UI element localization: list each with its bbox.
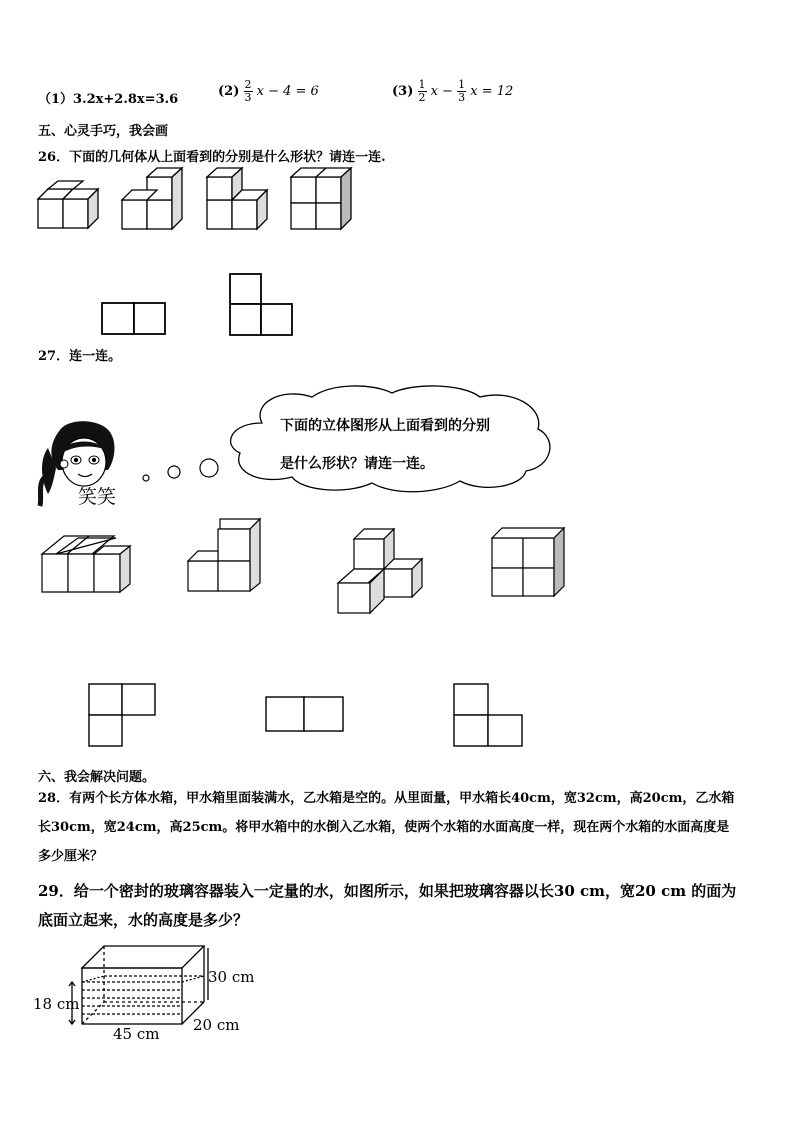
question-27-text: 27．连一连。 [38, 349, 122, 364]
question-29-line-2: 底面立起来，水的高度是多少？ [38, 911, 249, 929]
equation-3 [392, 79, 513, 104]
q26-solid-3 [207, 168, 271, 232]
thought-cloud-line-1: 下面的立体图形从上面看到的分别 [280, 418, 490, 434]
question-29-line-1: 29．给一个密封的玻璃容器装入一定量的水，如图所示，如果把玻璃容器以长30 cm，宽20 cm 的面为 [38, 882, 737, 900]
question-28-line-3: 多少厘米？ [38, 849, 104, 864]
q27-solid-2 [188, 519, 264, 593]
equation-1: （1）3.2x+2.8x=3.6 [38, 92, 179, 107]
q26-solid-4 [291, 168, 355, 232]
question-28-line-2: 长30cm，宽24cm，高25cm。将甲水箱中的水倒入乙水箱，使两个水箱的水面高度一样，现在两个水箱的水面高度是 [38, 820, 730, 835]
fraction-numerator: 1 [458, 78, 466, 91]
fraction-denominator: 3 [244, 91, 252, 105]
question-29-text [38, 877, 762, 935]
q27-topview-3 [453, 683, 525, 749]
section-6-heading: 六、我会解决问题。 [38, 770, 156, 785]
thought-cloud-line-2: 是什么形状？请连一连。 [280, 456, 434, 472]
equation-2-rest: x − 4 = 6 [256, 84, 319, 100]
fraction-1-3 [457, 79, 466, 104]
q27-solid-4 [492, 528, 568, 598]
question-26-text: 26．下面的几何体从上面看到的分别是什么形状？请连一连. [38, 150, 386, 165]
equation-3-rest: x = 12 [470, 84, 514, 100]
fraction-denominator: 3 [458, 91, 466, 105]
fraction-denominator: 2 [418, 91, 426, 105]
equation-3-mid: x − [430, 84, 453, 100]
thought-cloud [222, 383, 562, 495]
q27-topview-2 [265, 696, 347, 734]
fraction-numerator: 2 [244, 78, 252, 91]
fraction-1-2 [418, 79, 427, 104]
equation-2 [218, 79, 319, 104]
label-water-18cm: 18 cm [33, 995, 80, 1013]
question-28-text [38, 784, 762, 871]
thought-bubble-dots [138, 456, 222, 486]
label-height-30cm: 30 cm [208, 968, 255, 986]
q27-solid-3 [338, 529, 428, 615]
fraction-numerator: 1 [418, 78, 426, 91]
q26-solid-1 [38, 185, 102, 231]
q27-solid-1 [42, 536, 124, 596]
glass-container-diagram [60, 942, 210, 1028]
q27-topview-1 [88, 683, 158, 749]
girl-name-label: 笑笑 [78, 486, 117, 508]
q26-topview-2 [229, 273, 295, 337]
q26-solid-2 [122, 168, 186, 232]
equation-2-label: (2) [218, 84, 240, 100]
q26-topview-1 [101, 302, 167, 336]
label-length-45cm: 45 cm [113, 1025, 160, 1043]
equation-3-label: (3) [392, 84, 414, 100]
fraction-2-3 [244, 79, 253, 104]
section-5-heading: 五、心灵手巧，我会画 [38, 124, 169, 139]
label-width-20cm: 20 cm [193, 1016, 240, 1034]
question-28-line-1: 28．有两个长方体水箱，甲水箱里面装满水，乙水箱是空的。从里面量，甲水箱长40cm，宽32cm，高20cm，乙水箱 [38, 791, 735, 806]
